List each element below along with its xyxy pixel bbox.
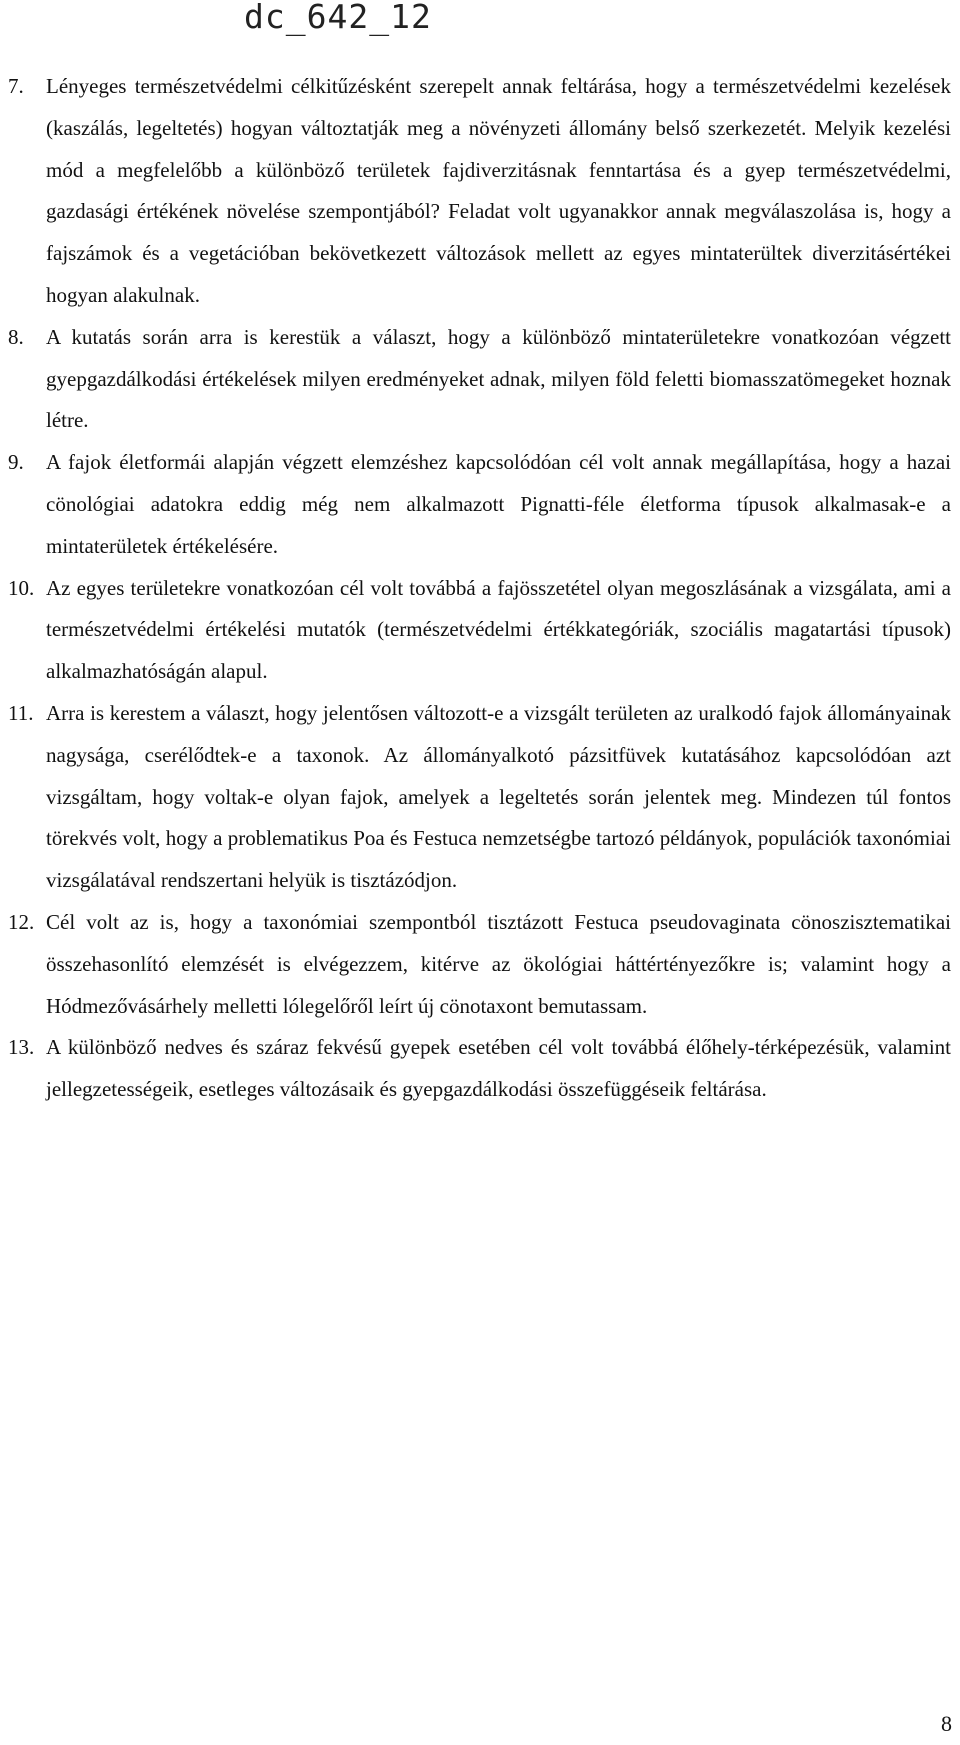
page-number: 8 <box>941 1711 952 1736</box>
list-item <box>8 442 951 567</box>
list-item <box>8 1027 951 1111</box>
item-number: 9. <box>8 450 24 475</box>
list-item <box>8 66 951 317</box>
item-number: 7. <box>8 74 24 98</box>
item-number: 10. <box>8 575 35 600</box>
list-item <box>8 902 951 1027</box>
item-text: Lényeges természetvédelmi célkitűzésként szerepelt annak feltárása, hogy a természetvédelmi kezelések (kaszálás, legeltetés) hogyan változtatják meg a növényzeti állomány belső szerkezetét. Melyik kezelési mód a megfelelőbb a különböző területek fajdiverzitásnak fenntartása és a gyep természetvédelmi, gazdasági értékének növelése szempontjából? Feladat volt ugyanakkor annak megválaszolása is, hogy a fajszámok és a vegetációban bekövetkezett változások mellett az egyes mintaterültek diverzitásértékei hogyan alakulnak. <box>46 74 951 307</box>
item-text: A fajok életformái alapján végzett elemzéshez kapcsolódóan cél volt annak megállapítása, hogy a hazai cönológiai adatokra eddig még nem alkalmazott Pignatti-féle életforma típusok alkalmasak-e a mintaterületek értékelésére. <box>46 450 951 558</box>
item-text: Cél volt az is, hogy a taxonómiai szempontból tisztázott Festuca pseudovaginata cönoszisztematikai összehasonlító elemzését is elvégezzem, kitérve az ökológiai háttértényezőkre is; valamint hogy a Hódmezővásárhely melletti lólegelőről leírt új cönotaxont bemutassam. <box>46 909 951 1018</box>
item-text: A kutatás során arra is kerestük a választ, hogy a különböző mintaterületekre vonatkozóan végzett gyepgazdálkodási értékelések milyen eredményeket adnak, milyen föld feletti biomasszatömegeket hoznak létre. <box>46 324 951 433</box>
list-item <box>8 693 951 902</box>
item-text: A különböző nedves és száraz fekvésű gyepek esetében cél volt továbbá élőhely-térképezésük, valamint jellegzetességeik, esetleges változásaik és gyepgazdálkodási összefüggéseik feltárása. <box>46 1035 951 1102</box>
item-text: Az egyes területekre vonatkozóan cél volt továbbá a fajösszetétel olyan megoszlásának a vizsgálata, ami a természetvédelmi értékelési mutatók (természetvédelmi értékkategóriák, szociális magatartási típusok) alkalmazhatóságán alapul. <box>46 575 951 684</box>
item-number: 13. <box>8 1035 35 1060</box>
document-id: dc_642_12 <box>244 0 432 36</box>
item-number: 12. <box>8 909 35 934</box>
objectives-list <box>8 66 951 1111</box>
item-number: 11. <box>8 700 34 725</box>
list-item <box>8 568 951 693</box>
list-item <box>8 317 951 442</box>
item-text: Arra is kerestem a választ, hogy jelentősen változott-e a vizsgált területen az uralkodó fajok állományainak nagysága, cserélődtek-e a taxonok. Az állományalkotó pázsitfüvek kutatásához kapcsolódóan azt vizsgáltam, hogy voltak-e olyan fajok, amelyek a legeltetés során jelentek meg. Mindezen túl fontos törekvés volt, hogy a problematikus Poa és Festuca nemzetségbe tartozó példányok, populációk taxonómiai vizsgálatával rendszertani helyük is tisztázódjon. <box>46 700 951 893</box>
item-number: 8. <box>8 324 24 349</box>
